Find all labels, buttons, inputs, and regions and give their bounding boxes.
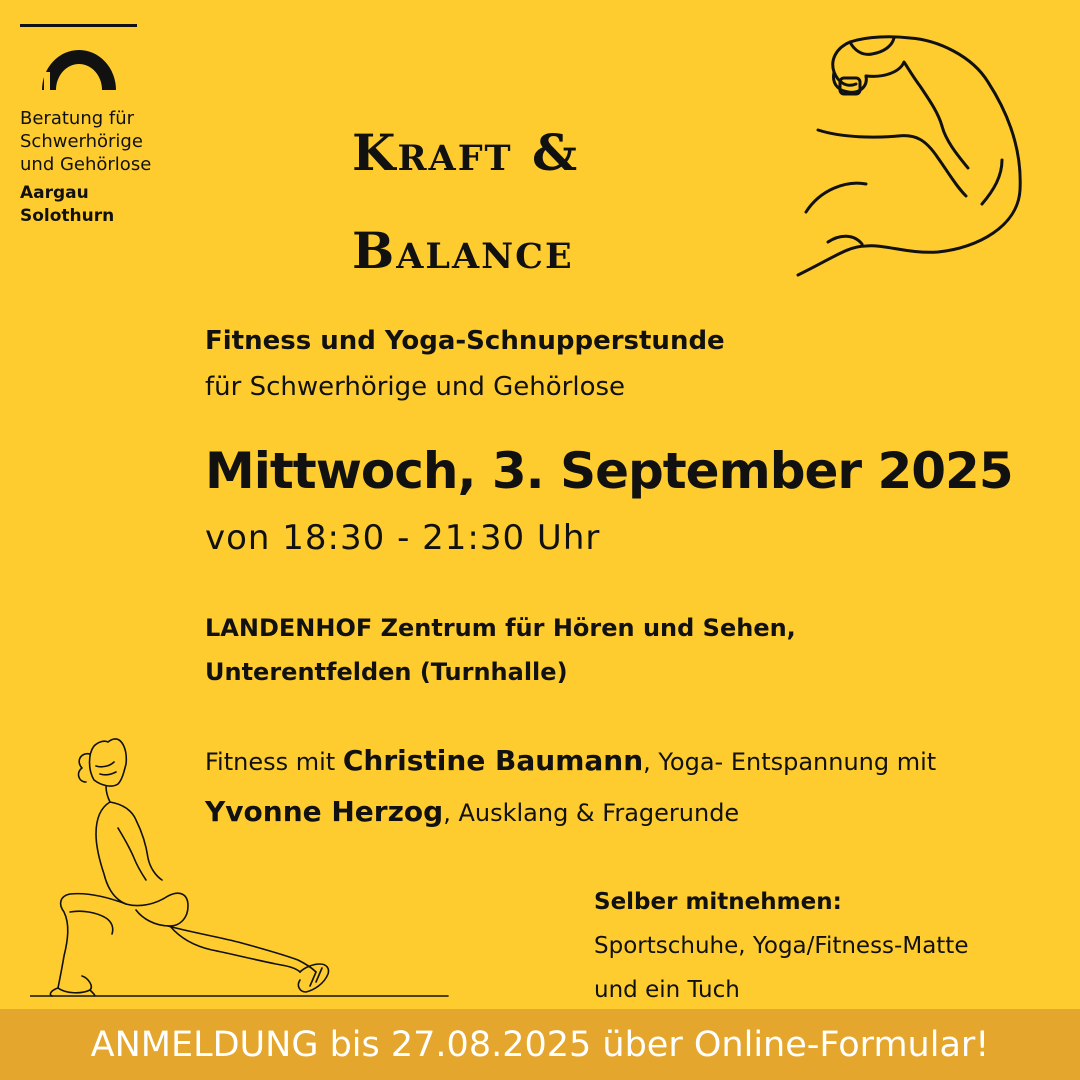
event-subtitle: Fitness und Yoga-Schnupperstunde: [205, 326, 725, 356]
region-line: Solothurn: [20, 206, 115, 226]
event-audience: für Schwerhörige und Gehörlose: [205, 372, 626, 402]
program-text: , Ausklang & Fragerunde: [443, 799, 740, 827]
registration-banner: [0, 1009, 1080, 1080]
program-text: , Yoga- Entspannung mit: [643, 748, 937, 776]
event-title: [352, 104, 579, 300]
bring-item-line: Sportschuhe, Yoga/Fitness-Matte: [594, 933, 969, 959]
region-line: Aargau: [20, 183, 89, 203]
bring-heading: Selber mitnehmen:: [594, 889, 842, 915]
organization-name: [20, 107, 151, 176]
program-text: Fitness mit: [205, 748, 343, 776]
flexed-arm-icon: [788, 20, 1028, 290]
arch-logo-icon: [36, 42, 122, 92]
organization-line: Schwerhörige: [20, 131, 143, 152]
registration-text: ANMELDUNG bis 27.08.2025 über Online-Formular!: [90, 1024, 990, 1065]
title-line-1: Kraft &: [352, 123, 580, 182]
venue-line-2: Unterentfelden (Turnhalle): [205, 658, 568, 686]
event-venue: [205, 606, 796, 694]
instructor-name: Christine Baumann: [342, 744, 644, 777]
title-line-2: Balance: [352, 221, 574, 280]
event-time: von 18:30 - 21:30 Uhr: [205, 518, 601, 558]
lunge-figure-illustration: [30, 728, 460, 1000]
venue-line-1: LANDENHOF Zentrum für Hören und Sehen,: [205, 614, 796, 642]
organization-regions: [20, 182, 114, 228]
bring-along-list: [594, 880, 968, 1012]
organization-line: und Gehörlose: [20, 154, 152, 175]
logo-top-rule: [20, 24, 137, 27]
bring-item-line: und ein Tuch: [594, 977, 740, 1003]
organization-line: Beratung für: [20, 108, 135, 129]
event-date: Mittwoch, 3. September 2025: [205, 442, 1013, 500]
instructor-name: Yvonne Herzog: [205, 795, 444, 828]
